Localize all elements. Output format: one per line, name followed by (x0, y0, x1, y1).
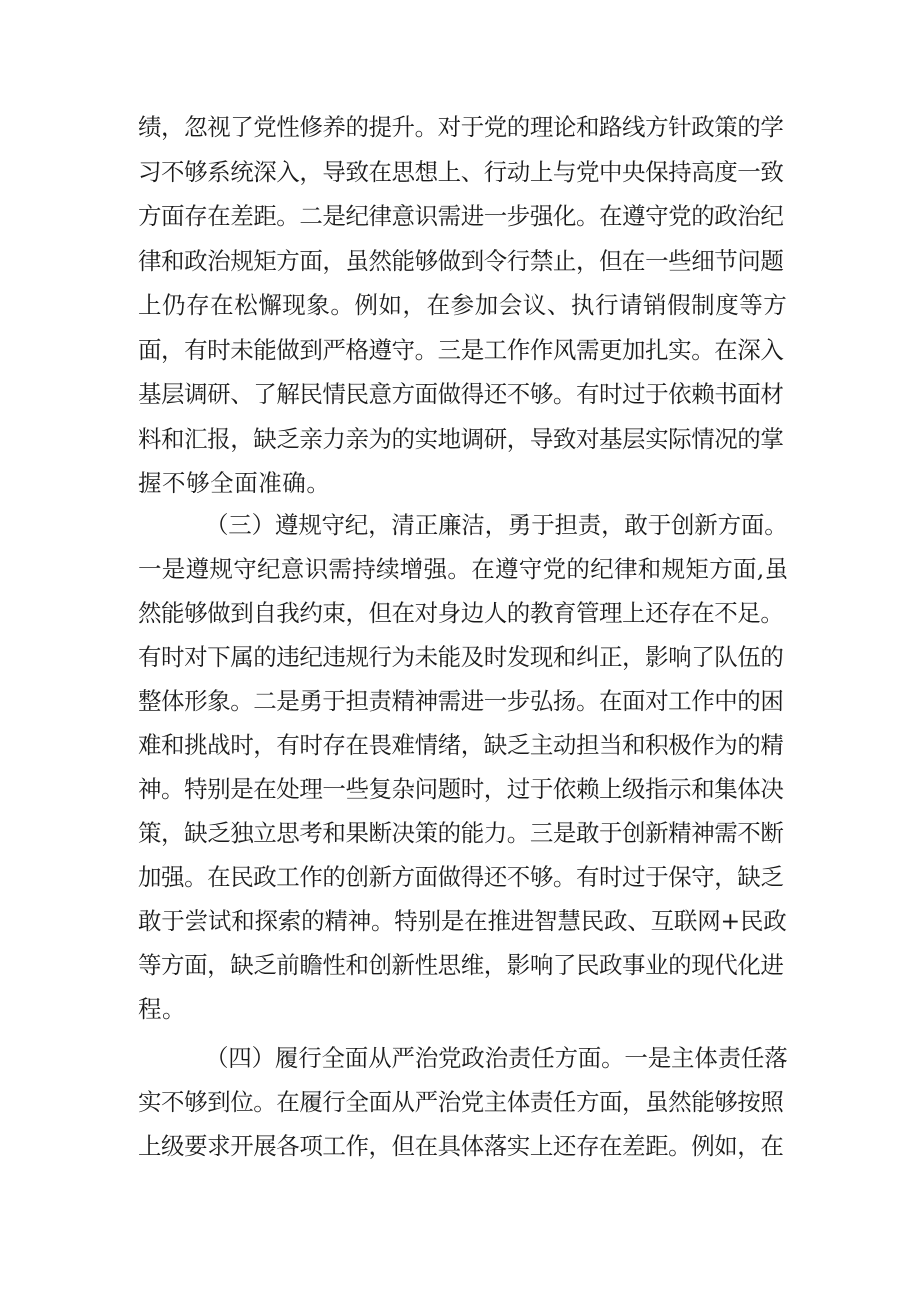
text-line-23: 实不够到位。在履行全面从严治党主体责任方面，虽然能够按照 (138, 1088, 784, 1116)
text-line-5: 上仍存在松懈现象。例如，在参加会议、执行请销假制度等方 (138, 291, 788, 319)
text-line-16: 神。特别是在处理一些复杂问题时，过于依赖上级指示和集体决 (138, 775, 784, 803)
text-line-6: 面，有时未能做到严格遵守。三是工作作风需更加扎实。在深入 (138, 336, 784, 364)
text-line-20: 等方面，缺乏前瞻性和创新性思维，影响了民政事业的现代化进 (138, 951, 784, 979)
text-line-17: 策，缺乏独立思考和果断决策的能力。三是敢于创新精神需不断 (138, 819, 784, 847)
text-line-4: 律和政治规矩方面，虽然能够做到令行禁止，但在一些细节问题 (138, 247, 784, 275)
text-line-13: 有时对下属的违纪违规行为未能及时发现和纠正，影响了队伍的 (138, 643, 784, 671)
text-line-14: 整体形象。二是勇于担责精神需进一步弘扬。在面对工作中的困 (138, 687, 784, 715)
text-line-15: 难和挑战时，有时存在畏难情绪，缺乏主动担当和积极作为的精 (138, 731, 784, 759)
text-line-12: 然能够做到自我约束，但在对身边人的教育管理上还存在不足。 (138, 599, 784, 627)
text-line-21: 程。 (138, 995, 187, 1023)
text-line-11: 一是遵规守纪意识需持续增强。在遵守党的纪律和规矩方面,虽 (138, 555, 789, 583)
text-line-3: 方面存在差距。二是纪律意识需进一步强化。在遵守党的政治纪 (138, 202, 784, 230)
text-line-18: 加强。在民政工作的创新方面做得还不够。有时过于保守，缺乏 (138, 863, 784, 891)
text-line-2: 习不够系统深入，导致在思想上、行动上与党中央保持高度一致 (138, 158, 784, 186)
text-line-19: 敢于尝试和探索的精神。特别是在推进智慧民政、互联网+民政 (138, 907, 787, 935)
section-heading-4: （四）履行全面从严治党政治责任方面。一是主体责任落 (205, 1044, 788, 1072)
text-line-1: 绩，忽视了党性修养的提升。对于党的理论和路线方针政策的学 (138, 113, 784, 141)
text-line-9: 握不够全面准确。 (138, 469, 331, 497)
section-heading-3: （三）遵规守纪，清正廉洁，勇于担责，敢于创新方面。 (205, 511, 788, 539)
text-line-8: 料和汇报，缺乏亲力亲为的实地调研，导致对基层实际情况的掌 (138, 425, 784, 453)
text-line-7: 基层调研、了解民情民意方面做得还不够。有时过于依赖书面材 (138, 380, 784, 408)
text-line-24: 上级要求开展各项工作，但在具体落实上还存在差距。例如，在 (138, 1132, 784, 1160)
